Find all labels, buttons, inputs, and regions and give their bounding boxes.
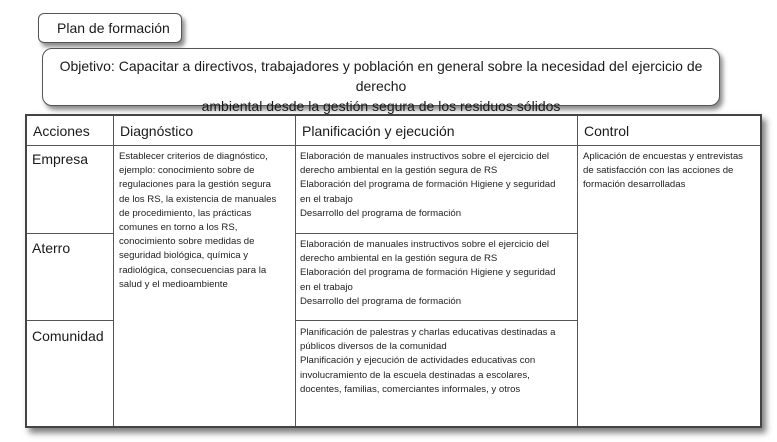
row-divider	[295, 320, 577, 321]
planificacion-line: Planificación de palestras y charlas educativas destinadas a	[300, 327, 556, 338]
control-line: formación desarrolladas	[583, 179, 686, 191]
planificacion-cell-comunidad	[300, 326, 572, 397]
header-diagnostico: Diagnóstico	[120, 122, 194, 139]
planificacion-line: Elaboración de manuales instructivos sobre el ejercicio del	[300, 151, 550, 162]
planificacion-line: en el trabajo	[300, 281, 353, 293]
column-divider	[577, 116, 578, 426]
diagnostico-line: salud y el medioambiente	[119, 278, 228, 290]
objective-line-1: Objetivo: Capacitar a directivos, trabajadores y población en general sobre la necesidad del ejercicio de derecho	[59, 58, 703, 94]
diagnostico-line: de los RS, la existencia de manuales	[119, 193, 277, 205]
plan-title: Plan de formación	[57, 20, 170, 36]
diagnostico-line: radiológica, consecuencias para la	[119, 264, 267, 276]
diagnostico-cell	[119, 150, 291, 292]
row-divider	[27, 233, 113, 234]
planificacion-line: Elaboración de manuales instructivos sobre el ejercicio del	[300, 239, 550, 250]
control-cell	[583, 150, 759, 193]
diagnostico-line: ejemplo: conocimiento sobre de	[119, 165, 255, 177]
header-divider	[27, 145, 760, 146]
planificacion-cell-aterro	[300, 238, 572, 309]
planificacion-line: derecho ambiental en la gestión segura de RS	[300, 253, 498, 265]
row-label-aterro: Aterro	[32, 240, 71, 256]
row-divider	[295, 233, 577, 234]
row-label-comunidad: Comunidad	[32, 328, 104, 344]
diagnostico-line: conocimiento sobre medidas de	[119, 236, 255, 248]
planificacion-cell-empresa	[300, 150, 572, 221]
planificacion-line: Desarrollo del programa de formación	[300, 295, 462, 307]
diagnostico-line: comunes en torno a los RS,	[119, 222, 238, 234]
planificacion-line: públicos diversos de la comunidad	[300, 341, 447, 353]
objective-box	[42, 48, 720, 114]
planificacion-line: Desarrollo del programa de formación	[300, 207, 462, 219]
header-control: Control	[584, 122, 630, 139]
control-line: Aplicación de encuestas y entrevistas	[583, 151, 743, 162]
plan-title-box	[38, 13, 182, 43]
planificacion-line: derecho ambiental en la gestión segura de RS	[300, 165, 498, 177]
diagnostico-line: de procedimiento, las prácticas	[119, 207, 252, 219]
planificacion-line: involucramiento de la escuela destinadas a escolares,	[300, 369, 530, 381]
diagnostico-line: regulaciones para la gestión segura	[119, 179, 272, 191]
column-divider	[295, 116, 296, 426]
row-label-empresa: Empresa	[32, 151, 89, 167]
diagnostico-line: Establecer criterios de diagnóstico,	[119, 151, 268, 162]
header-planificacion: Planificación y ejecución	[302, 122, 455, 139]
training-plan-table	[25, 114, 762, 428]
planificacion-line: Planificación y ejecución de actividades educativas con	[300, 355, 536, 367]
row-divider	[27, 320, 113, 321]
objective-line-2: ambiental desde la gestión segura de los residuos sólidos	[201, 98, 561, 114]
column-divider	[113, 116, 114, 426]
diagnostico-line: seguridad biológica, química y	[119, 250, 249, 262]
planificacion-line: Elaboración del programa de formación Higiene y seguridad	[300, 179, 556, 191]
control-line: de satisfacción con las acciones de	[583, 165, 734, 177]
planificacion-line: en el trabajo	[300, 193, 353, 205]
header-acciones: Acciones	[33, 122, 90, 139]
planificacion-line: Elaboración del programa de formación Higiene y seguridad	[300, 267, 556, 279]
planificacion-line: docentes, familias, comerciantes informales, y otros	[300, 383, 521, 395]
